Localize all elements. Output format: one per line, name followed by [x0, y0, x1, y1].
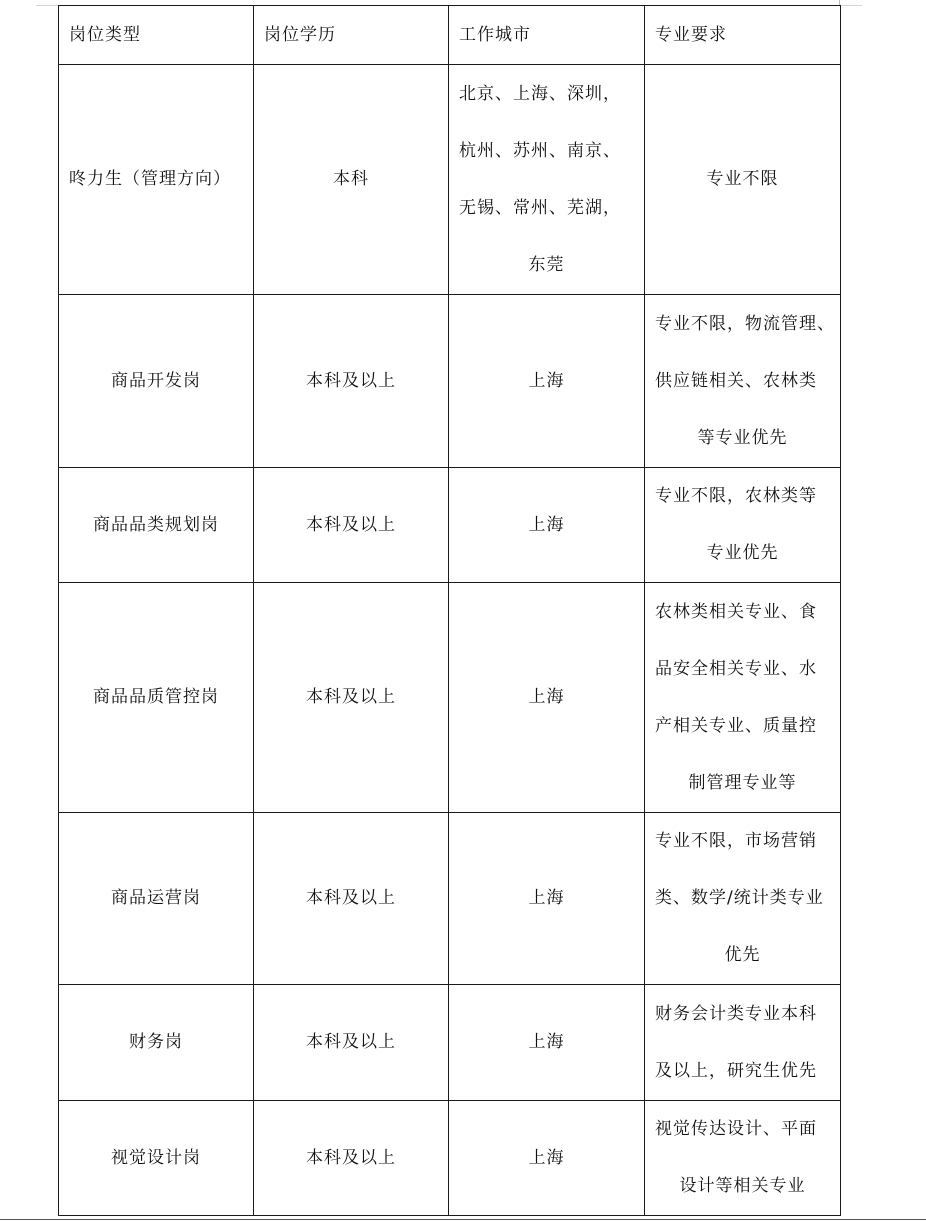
major-line: 专业不限，农林类等 — [655, 486, 817, 506]
major-requirement-cell — [645, 295, 841, 468]
city-line: 无锡、常州、芜湖， — [459, 197, 621, 218]
education-cell: 本科及以上 — [254, 583, 449, 813]
header-education: 岗位学历 — [254, 6, 449, 65]
education-cell: 本科及以上 — [254, 1101, 449, 1216]
header-major-requirement: 专业要求 — [645, 6, 841, 65]
major-line: 农林类相关专业、食 — [655, 601, 817, 622]
job-type-cell: 财务岗 — [59, 985, 254, 1101]
education-cell: 本科及以上 — [254, 468, 449, 583]
major-requirement-cell — [645, 583, 841, 813]
city-line: 东莞 — [528, 254, 565, 275]
city-line: 上海 — [528, 888, 565, 908]
major-line: 产相关专业、质量控 — [655, 715, 817, 736]
education-cell: 本科 — [254, 65, 449, 295]
header-work-city: 工作城市 — [449, 6, 645, 65]
major-line: 类、数学/统计类专业 — [655, 888, 824, 908]
major-line: 专业不限 — [706, 169, 779, 189]
table-row — [59, 985, 841, 1101]
major-line: 专业不限，物流管理、 — [655, 313, 835, 334]
major-requirement-cell — [645, 1101, 841, 1216]
education-cell: 本科及以上 — [254, 295, 449, 468]
table-row — [59, 65, 841, 295]
major-requirement-cell — [645, 813, 841, 985]
education-cell: 本科及以上 — [254, 813, 449, 985]
major-line: 制管理专业等 — [688, 772, 797, 793]
major-line: 供应链相关、农林类 — [655, 370, 817, 391]
city-line: 上海 — [528, 370, 565, 391]
work-city-cell — [449, 295, 645, 468]
table-row — [59, 583, 841, 813]
major-line: 及以上，研究生优先 — [655, 1060, 817, 1081]
job-type-cell: 商品品质管控岗 — [59, 583, 254, 813]
city-line: 北京、上海、深圳， — [459, 83, 621, 104]
major-line: 品安全相关专业、水 — [655, 658, 817, 679]
work-city-cell — [449, 813, 645, 985]
work-city-cell — [449, 583, 645, 813]
major-line: 专业优先 — [706, 543, 779, 563]
job-type-cell: 商品开发岗 — [59, 295, 254, 468]
page-bottom-rule — [0, 1219, 926, 1220]
job-requirements-table — [58, 5, 841, 1216]
education-cell: 本科及以上 — [254, 985, 449, 1101]
job-type-cell: 咚力生（管理方向） — [59, 65, 254, 295]
job-type-cell: 商品运营岗 — [59, 813, 254, 985]
table-row — [59, 468, 841, 583]
work-city-cell — [449, 985, 645, 1101]
table-row — [59, 295, 841, 468]
job-type-cell: 视觉设计岗 — [59, 1101, 254, 1216]
city-line: 上海 — [528, 1032, 565, 1052]
work-city-cell — [449, 1101, 645, 1216]
major-line: 财务会计类专业本科 — [655, 1003, 817, 1024]
major-line: 优先 — [724, 945, 761, 965]
city-line: 杭州、苏州、南京、 — [459, 140, 621, 161]
city-line: 上海 — [528, 1147, 565, 1168]
major-requirement-cell — [645, 468, 841, 583]
header-job-type: 岗位类型 — [59, 6, 254, 65]
table-row — [59, 1101, 841, 1216]
major-line: 专业不限，市场营销 — [655, 831, 817, 851]
major-line: 设计等相关专业 — [679, 1176, 806, 1196]
city-line: 上海 — [528, 514, 565, 535]
work-city-cell — [449, 468, 645, 583]
table-row — [59, 813, 841, 985]
major-requirement-cell — [645, 65, 841, 295]
city-line: 上海 — [528, 687, 565, 707]
table-header-row — [59, 6, 841, 65]
major-line: 等专业优先 — [697, 427, 788, 448]
job-type-cell: 商品品类规划岗 — [59, 468, 254, 583]
major-line: 视觉传达设计、平面 — [655, 1119, 817, 1139]
work-city-cell — [449, 65, 645, 295]
major-requirement-cell — [645, 985, 841, 1101]
